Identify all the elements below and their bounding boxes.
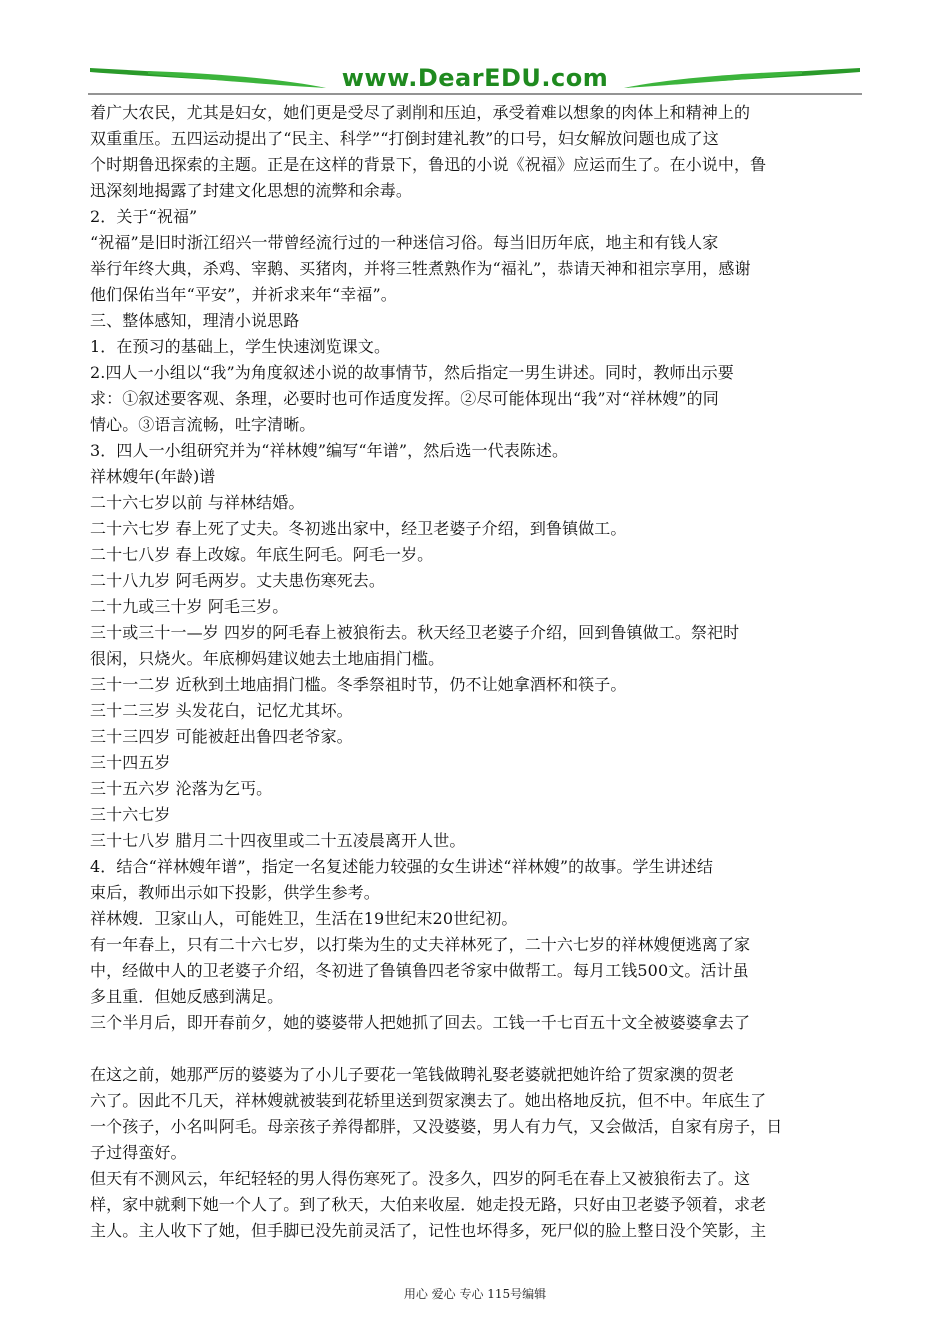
page-footer: 用心 爱心 专心 115号编辑 xyxy=(403,1287,547,1301)
document-body xyxy=(90,100,860,1244)
paragraph-gap xyxy=(90,1036,860,1062)
text-line: 三十七八岁 腊月二十四夜里或二十五凌晨离开人世。 xyxy=(90,831,466,850)
site-header xyxy=(88,58,862,98)
text-line: 二十七八岁 春上改嫁。年底生阿毛。阿毛一岁。 xyxy=(90,545,434,564)
text-line: 二十八九岁 阿毛两岁。丈夫患伤寒死去。 xyxy=(90,571,385,590)
text-line: 三十一二岁 近秋到土地庙捐门槛。冬季祭祖时节，仍不让她拿酒杯和筷子。 xyxy=(90,675,627,694)
text-line: 求：①叙述要客观、条理，必要时也可作适度发挥。②尽可能体现出“我”对“祥林嫂”的同 xyxy=(90,389,719,408)
text-line: 束后，教师出示如下投影，供学生参考。 xyxy=(90,883,380,902)
text-line: 多且重．但她反感到满足。 xyxy=(90,987,284,1006)
text-line: 双重重压。五四运动提出了“民主、科学”“打倒封建礼教”的口号，妇女解放问题也成了这 xyxy=(90,129,719,148)
text-line: 六了。因此不几天，祥林嫂就被装到花轿里送到贺家澳去了。她出格地反抗，但不中。年底生了 xyxy=(90,1091,767,1110)
text-line: 着广大农民，尤其是妇女，她们更是受尽了剥削和压迫，承受着难以想象的肉体上和精神上的 xyxy=(90,103,751,122)
text-line: 祥林嫂．卫家山人，可能姓卫，生活在19世纪末20世纪初。 xyxy=(90,909,518,928)
text-line: 三十五六岁 沦落为乞丐。 xyxy=(90,779,273,798)
text-line: 很闲，只烧火。年底柳妈建议她去土地庙捐门槛。 xyxy=(90,649,445,668)
text-line: 2.四人一小组以“我”为角度叙述小说的故事情节，然后指定一男生讲述。同时，教师出示要 xyxy=(90,363,734,382)
text-line: 样，家中就剩下她一个人了。到了秋天，大伯来收屋．她走投无路，只好由卫老婆予领着，求老 xyxy=(90,1195,767,1214)
text-line: 二十六七岁 春上死了丈夫。冬初逃出家中，经卫老婆子介绍，到鲁镇做工。 xyxy=(90,519,627,538)
text-line: 3．四人一小组研究并为“祥林嫂”编写“年谱”，然后选一代表陈述。 xyxy=(90,441,569,460)
text-line: 子过得蛮好。 xyxy=(90,1143,187,1162)
text-line: 举行年终大典，杀鸡、宰鹅、买猪肉，并将三牲煮熟作为“福礼”，恭请天神和祖宗享用，感谢 xyxy=(90,259,751,278)
text-line: 三十或三十一—岁 四岁的阿毛春上被狼衔去。秋天经卫老婆子介绍，回到鲁镇做工。祭祀时 xyxy=(90,623,740,642)
text-line: 有一年春上，只有二十六七岁，以打柴为生的丈夫祥林死了，二十六七岁的祥林嫂便逃离了家 xyxy=(90,935,751,954)
text-block-b xyxy=(90,1062,860,1244)
text-line: 二十六七岁以前 与祥林结婚。 xyxy=(90,493,305,512)
text-line: 中，经做中人的卫老婆子介绍，冬初进了鲁镇鲁四老爷家中做帮工。每月工钱500文。活计虽 xyxy=(90,961,749,980)
text-line: 祥林嫂年(年龄)谱 xyxy=(90,467,216,486)
text-line: 他们保佑当年“平安”，并祈求来年“幸福”。 xyxy=(90,285,397,304)
text-line: 情心。③语言流畅，吐字清晰。 xyxy=(90,415,316,434)
text-line: 主人。主人收下了她，但手脚已没先前灵活了，记性也坏得多，死尸似的脸上整日没个笑影，主 xyxy=(90,1221,767,1240)
text-line: 三、整体感知，理清小说思路 xyxy=(90,311,300,330)
text-line: 在这之前，她那严厉的婆婆为了小儿子要花一笔钱做聘礼娶老婆就把她许给了贺家澳的贺老 xyxy=(90,1065,735,1084)
text-line: 三十三四岁 可能被赶出鲁四老爷家。 xyxy=(90,727,353,746)
site-logo-text[interactable]: www.DearEDU.com xyxy=(341,64,609,92)
text-line: 但天有不测风云，年纪轻轻的男人得伤寒死了。没多久，四岁的阿毛在春上又被狼衔去了。这 xyxy=(90,1169,751,1188)
text-line: 三十二三岁 头发花白，记忆尤其坏。 xyxy=(90,701,353,720)
text-line: 一个孩子，小名叫阿毛。母亲孩子养得都胖，又没婆婆，男人有力气，又会做活，自家有房子，日 xyxy=(90,1117,783,1136)
text-line: 个时期鲁迅探索的主题。正是在这样的背景下，鲁迅的小说《祝福》应运而生了。在小说中，鲁 xyxy=(90,155,767,174)
text-block-a xyxy=(90,100,860,1036)
text-line: 1．在预习的基础上，学生快速浏览课文。 xyxy=(90,337,391,356)
text-line: 三十四五岁 xyxy=(90,753,171,772)
text-line: 2．关于“祝福” xyxy=(90,207,198,226)
text-line: 三十六七岁 xyxy=(90,805,171,824)
text-line: 4．结合“祥林嫂年谱”，指定一名复述能力较强的女生讲述“祥林嫂”的故事。学生讲述结 xyxy=(90,857,713,876)
text-line: 二十九或三十岁 阿毛三岁。 xyxy=(90,597,289,616)
text-line: “祝福”是旧时浙江绍兴一带曾经流行过的一种迷信习俗。每当旧历年底，地主和有钱人家 xyxy=(90,233,719,252)
text-line: 三个半月后，即开春前夕，她的婆婆带人把她抓了回去。工钱一千七百五十文全被婆婆拿去了 xyxy=(90,1013,751,1032)
text-line: 迅深刻地揭露了封建文化思想的流弊和余毒。 xyxy=(90,181,413,200)
